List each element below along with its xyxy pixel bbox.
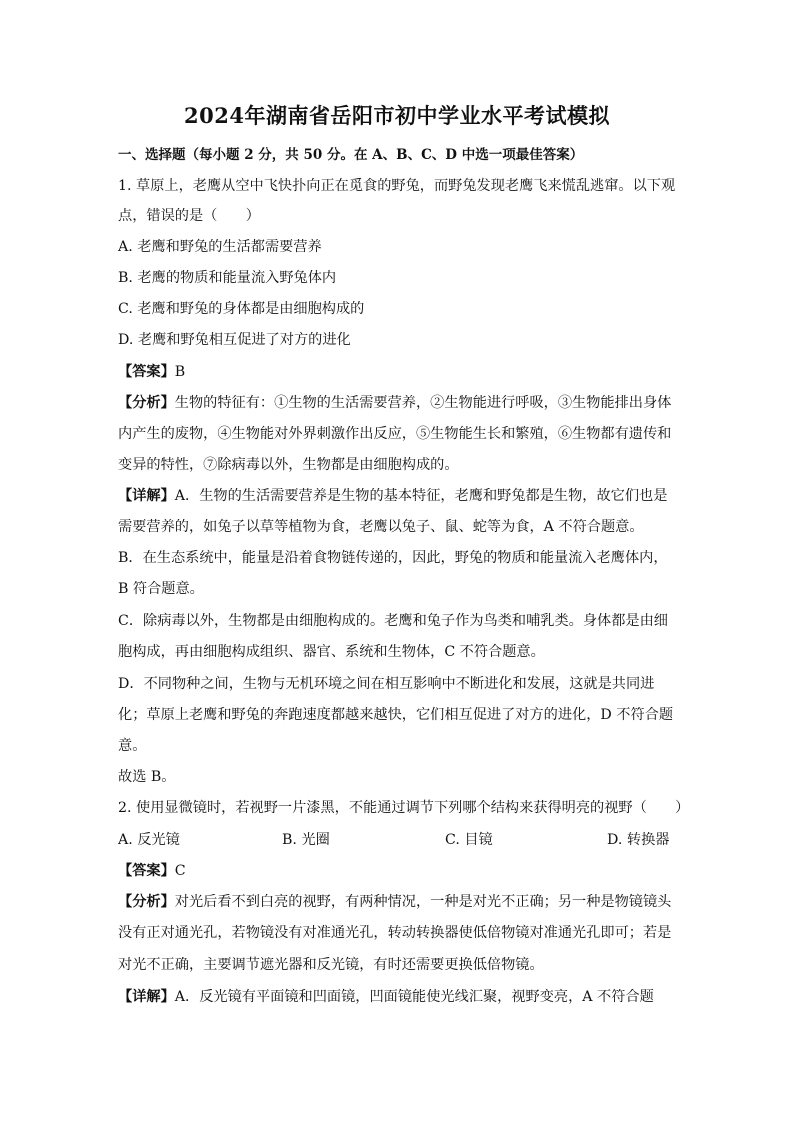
q1-option-d: D. 老鹰和野兔相互促进了对方的进化 bbox=[118, 332, 351, 348]
q2-analysis-line-1 bbox=[118, 892, 671, 912]
q1-analysis-line-3: 变异的特性，⑦除病毒以外，生物都是由细胞构成的。 bbox=[118, 457, 459, 473]
q1-answer bbox=[118, 362, 185, 382]
q2-answer bbox=[118, 861, 186, 881]
q2-option-d: D. 转换器 bbox=[607, 832, 670, 848]
q1-detail-line-9: 意。 bbox=[118, 738, 147, 754]
detail-text: A．反光镜有平面镜和凹面镜，凹面镜能使光线汇聚，视野变亮，A 不符合题 bbox=[174, 989, 654, 1005]
answer-value: B bbox=[174, 364, 186, 380]
q2-option-c: C. 目镜 bbox=[445, 832, 493, 848]
answer-tag: 【答案】 bbox=[118, 863, 175, 879]
q2-analysis-line-2: 没有正对通光孔，若物镜没有对准通光孔，转动转换器使低倍物镜对准通光孔即可；若是 bbox=[118, 925, 672, 941]
detail-tag: 【详解】 bbox=[118, 488, 175, 504]
q2-option-b: B. 光圈 bbox=[282, 832, 330, 848]
section-heading: 一、选择题（每小题 2 分，共 50 分。在 A、B、C、D 中选一项最佳答案） bbox=[118, 147, 584, 163]
analysis-text: 对光后看不到白亮的视野，有两种情况，一种是对光不正确；另一种是物镜镜头 bbox=[174, 894, 672, 910]
detail-tag: 【详解】 bbox=[118, 989, 175, 1005]
q1-analysis-line-2: 内产生的废物，④生物能对外界刺激作出反应，⑤生物能生长和繁殖，⑥生物都有遗传和 bbox=[118, 426, 672, 442]
page-title: 2024年湖南省岳阳市初中学业水平考试模拟 bbox=[184, 103, 610, 128]
q1-option-b: B. 老鹰的物质和能量流入野兔体内 bbox=[118, 270, 337, 286]
q2-detail-line-1 bbox=[118, 987, 654, 1007]
analysis-tag: 【分析】 bbox=[118, 894, 175, 910]
q1-detail-line-2: 需要营养的，如兔子以草等植物为食，老鹰以兔子、鼠、蛇等为食，A 不符合题意。 bbox=[118, 519, 644, 535]
q1-detail-line-6: 胞构成，再由细胞构成组织、器官、系统和生物体，C 不符合题意。 bbox=[118, 644, 545, 660]
q2-stem: 2. 使用显微镜时，若视野一片漆黑，不能通过调节下列哪个结构来获得明亮的视野（ ） bbox=[118, 800, 690, 816]
detail-text: A．生物的生活需要营养是生物的基本特征，老鹰和野兔都是生物，故它们也是 bbox=[174, 488, 668, 504]
q1-analysis-line-1 bbox=[118, 393, 671, 413]
q1-detail-line-5: C．除病毒以外，生物都是由细胞构成的。老鹰和兔子作为鸟类和哺乳类。身体都是由细 bbox=[118, 613, 668, 629]
answer-tag: 【答案】 bbox=[118, 364, 175, 380]
q1-detail-line-8: 化；草原上老鹰和野兔的奔跑速度都越来越快，它们相互促进了对方的进化，D 不符合题 bbox=[118, 707, 674, 723]
q1-detail-line-7: D．不同物种之间，生物与无机环境之间在相互影响中不断进化和发展，这就是共同进 bbox=[118, 676, 655, 692]
q2-option-a: A. 反光镜 bbox=[118, 832, 180, 848]
q1-option-a: A. 老鹰和野兔的生活都需要营养 bbox=[118, 239, 322, 255]
q1-stem-line-2: 点，错误的是（ ） bbox=[118, 208, 260, 224]
q1-detail-line-1 bbox=[118, 486, 667, 506]
answer-value: C bbox=[174, 863, 186, 879]
analysis-text: 生物的特征有：①生物的生活需要营养，②生物能进行呼吸，③生物能排出身体 bbox=[174, 395, 672, 411]
analysis-tag: 【分析】 bbox=[118, 395, 175, 411]
q1-stem-line-1: 1. 草原上，老鹰从空中飞快扑向正在觅食的野兔，而野兔发现老鹰飞来慌乱逃窜。以下观 bbox=[118, 178, 676, 194]
q1-detail-line-3: B．在生态系统中，能量是沿着食物链传递的，因此，野兔的物质和能量流入老鹰体内， bbox=[118, 550, 668, 566]
q1-detail-line-4: B 符合题意。 bbox=[118, 581, 204, 597]
q2-analysis-line-3: 对光不正确，主要调节遮光器和反光镜，有时还需要更换低倍物镜。 bbox=[118, 957, 544, 973]
q1-detail-line-10: 故选 B。 bbox=[118, 769, 176, 785]
q1-option-c: C. 老鹰和野兔的身体都是由细胞构成的 bbox=[118, 301, 365, 317]
